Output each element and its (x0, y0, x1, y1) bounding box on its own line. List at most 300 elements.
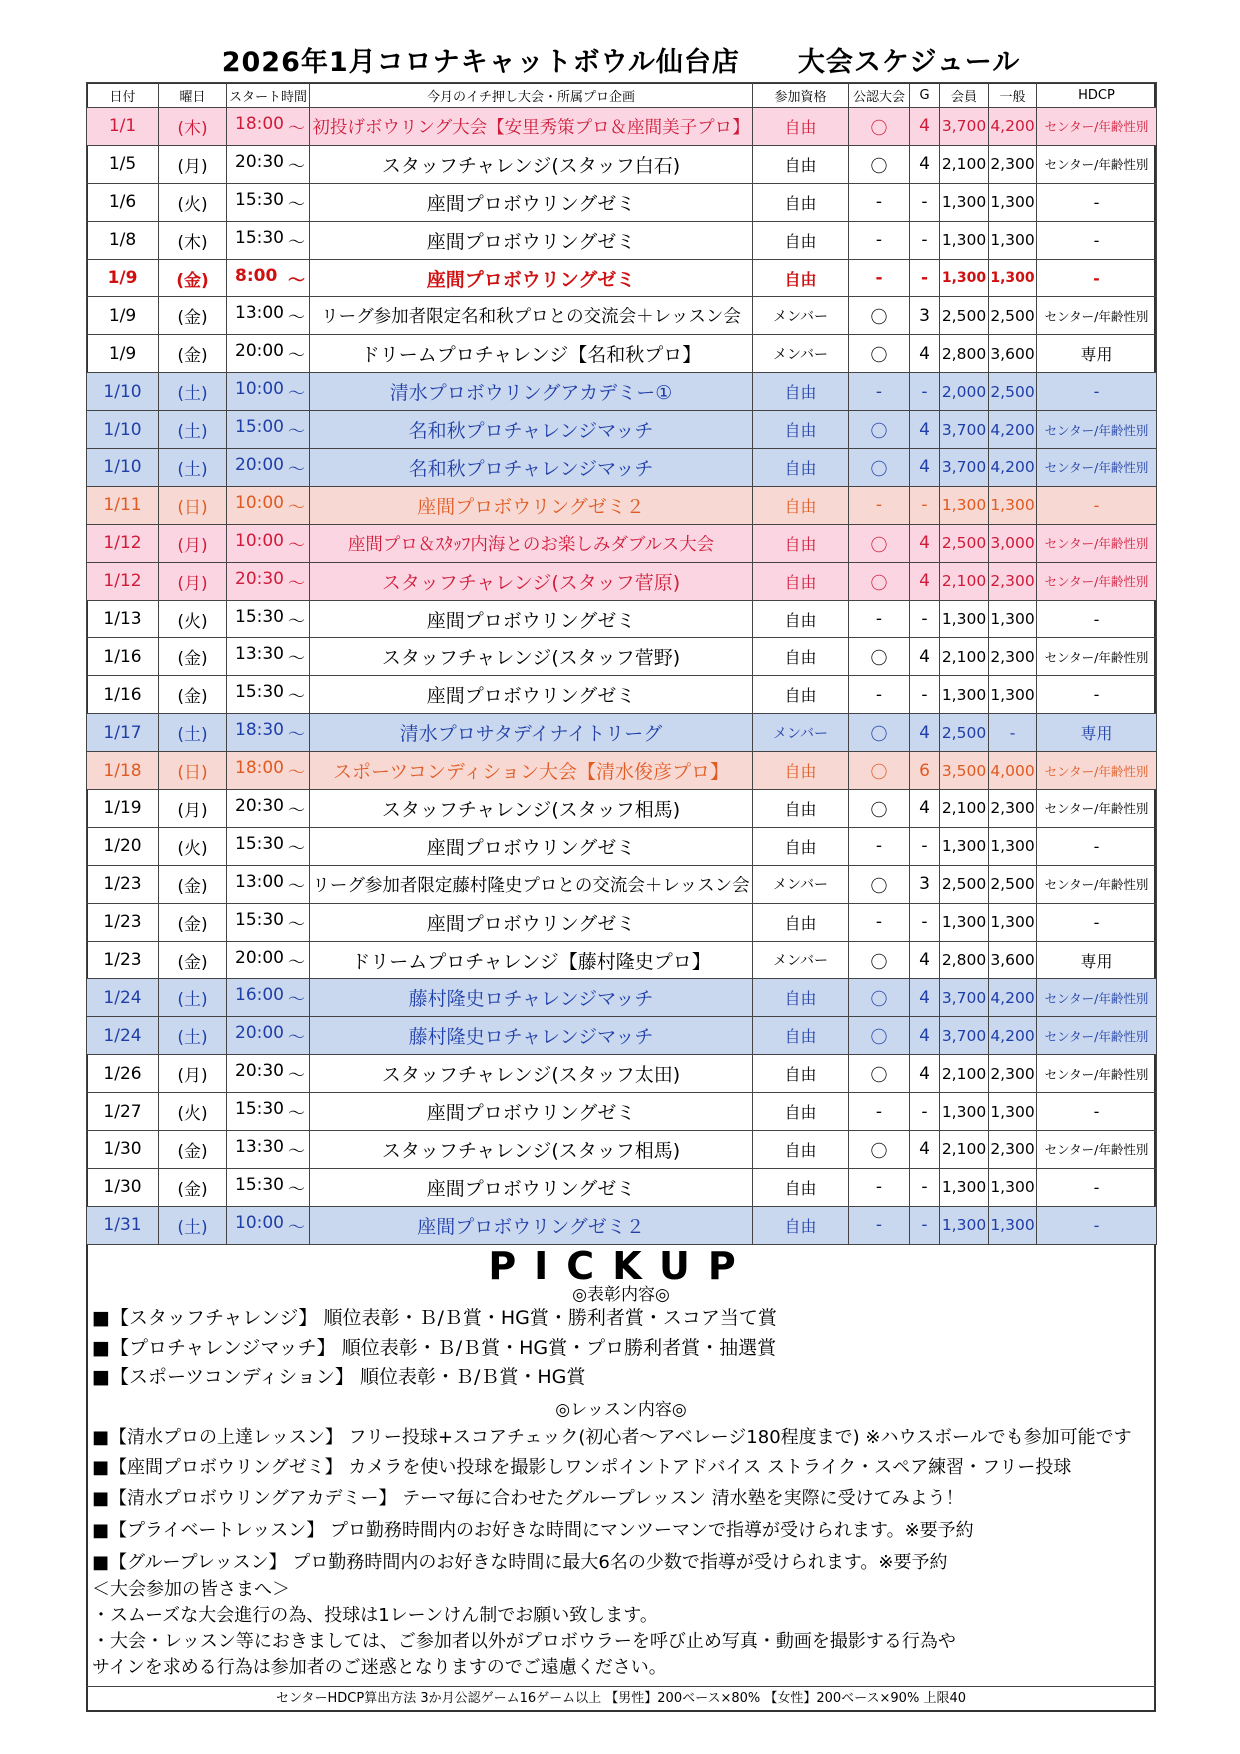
member-fee-cell: 2,500 (940, 865, 989, 903)
tilde-mark: ～ (288, 156, 305, 177)
day-cell: (金) (159, 865, 227, 903)
member-fee-cell: 2,500 (940, 297, 989, 335)
title-sub: 大会スケジュール (797, 47, 1021, 78)
general-fee-cell: 2,300 (989, 562, 1037, 600)
eligibility-cell: 自由 (753, 524, 849, 562)
official-cell: - (849, 600, 910, 638)
event-cell: 藤村隆史ロチャレンジマッチ (310, 1017, 753, 1055)
hdcp-cell: センター/年齢性別 (1037, 108, 1157, 146)
day-cell: (土) (159, 449, 227, 487)
general-fee-cell: 1,300 (989, 1206, 1037, 1244)
tilde-mark: ～ (288, 649, 305, 670)
general-fee-cell: 2,300 (989, 145, 1037, 183)
table-row (87, 373, 1157, 411)
start-time-value: 18:00 (235, 758, 284, 779)
title-main: 2026年1月コロナキャットボウル仙台店 (221, 47, 740, 78)
member-fee-cell: 2,000 (940, 373, 989, 411)
start-time-value: 15:30 (235, 1099, 284, 1120)
eligibility-cell: メンバー (753, 297, 849, 335)
general-fee-cell: - (989, 714, 1037, 752)
hdcp-cell: 専用 (1037, 941, 1157, 979)
lesson-line: ■【清水プロボウリングアカデミー】 テーマ毎に合わせたグループレッスン 清水塾を実際に受けてみよう！ (92, 1488, 964, 1509)
tilde-mark: ～ (288, 763, 305, 784)
event-cell: 座間プロボウリングゼミ (310, 1168, 753, 1206)
games-cell: 4 (910, 979, 940, 1017)
day-cell: (木) (159, 221, 227, 259)
lesson-line: ■【グループレッスン】 プロ勤務時間内のお好きな時間に最大6名の少数で指導が受けられます。※要予約 (92, 1552, 948, 1573)
tilde-mark: ～ (288, 876, 305, 897)
games-cell: - (910, 903, 940, 941)
hdcp-cell: センター/年齢性別 (1037, 1055, 1157, 1093)
start-time-cell (227, 1206, 310, 1244)
hdcp-cell: - (1037, 676, 1157, 714)
start-time-value: 15:30 (235, 1174, 284, 1195)
start-time-value: 15:00 (235, 417, 284, 438)
official-cell: 〇 (849, 297, 910, 335)
event-cell: 座間プロボウリングゼミ (310, 259, 753, 297)
general-fee-cell: 1,300 (989, 1168, 1037, 1206)
member-fee-cell: 1,300 (940, 1168, 989, 1206)
date-cell: 1/27 (87, 1093, 159, 1131)
games-cell: 4 (910, 790, 940, 828)
date-cell: 1/9 (87, 335, 159, 373)
date-cell: 1/31 (87, 1206, 159, 1244)
date-cell: 1/24 (87, 979, 159, 1017)
day-cell: (金) (159, 335, 227, 373)
table-row (87, 941, 1157, 979)
official-cell: - (849, 1168, 910, 1206)
member-fee-cell: 2,800 (940, 941, 989, 979)
date-cell: 1/18 (87, 752, 159, 790)
eligibility-cell: 自由 (753, 752, 849, 790)
award-line: ■【プロチャレンジマッチ】 順位表彰・Ｂ/Ｂ賞・HG賞・プロ勝利者賞・抽選賞 (92, 1337, 777, 1359)
hdcp-cell: - (1037, 903, 1157, 941)
day-cell: (土) (159, 714, 227, 752)
hdcp-cell: センター/年齢性別 (1037, 524, 1157, 562)
general-fee-cell: 2,500 (989, 297, 1037, 335)
eligibility-cell: 自由 (753, 373, 849, 411)
official-cell: 〇 (849, 145, 910, 183)
general-fee-cell: 2,500 (989, 373, 1037, 411)
hdcp-cell: センター/年齢性別 (1037, 562, 1157, 600)
event-cell: 名和秋プロチャレンジマッチ (310, 411, 753, 449)
date-cell: 1/24 (87, 1017, 159, 1055)
date-cell: 1/30 (87, 1168, 159, 1206)
start-time-cell (227, 865, 310, 903)
day-cell: (火) (159, 827, 227, 865)
start-time-value: 15:30 (235, 833, 284, 854)
general-fee-cell: 3,600 (989, 941, 1037, 979)
general-fee-cell: 1,300 (989, 259, 1037, 297)
date-cell: 1/16 (87, 676, 159, 714)
day-cell: (金) (159, 676, 227, 714)
date-cell: 1/5 (87, 145, 159, 183)
member-fee-cell: 3,700 (940, 411, 989, 449)
eligibility-cell: メンバー (753, 941, 849, 979)
table-header-row (87, 83, 1157, 108)
day-cell: (金) (159, 903, 227, 941)
official-cell: 〇 (849, 562, 910, 600)
event-cell: スタッフチャレンジ(スタッフ相馬) (310, 1131, 753, 1169)
official-cell: - (849, 221, 910, 259)
day-cell: (火) (159, 1093, 227, 1131)
date-cell: 1/30 (87, 1131, 159, 1169)
page-title (86, 40, 1156, 82)
header-games: G (910, 83, 940, 108)
hdcp-cell: センター/年齢性別 (1037, 297, 1157, 335)
day-cell: (木) (159, 108, 227, 146)
date-cell: 1/10 (87, 411, 159, 449)
official-cell: 〇 (849, 411, 910, 449)
start-time-value: 15:30 (235, 682, 284, 703)
tilde-mark: ～ (288, 1066, 305, 1087)
start-time-value: 18:00 (235, 113, 284, 134)
hdcp-cell: - (1037, 373, 1157, 411)
start-time-value: 15:30 (235, 227, 284, 248)
event-cell: 座間プロボウリングゼミ２ (310, 486, 753, 524)
start-time-cell (227, 259, 310, 297)
eligibility-cell: 自由 (753, 411, 849, 449)
general-fee-cell: 2,300 (989, 1131, 1037, 1169)
day-cell: (土) (159, 979, 227, 1017)
tilde-mark: ～ (288, 1028, 305, 1049)
games-cell: - (910, 183, 940, 221)
table-row (87, 1206, 1157, 1244)
tilde-mark: ～ (288, 270, 305, 291)
tilde-mark: ～ (288, 687, 305, 708)
table-row (87, 449, 1157, 487)
table-row (87, 1017, 1157, 1055)
event-cell: ドリームプロチャレンジ【名和秋プロ】 (310, 335, 753, 373)
eligibility-cell: 自由 (753, 1168, 849, 1206)
member-fee-cell: 1,300 (940, 1093, 989, 1131)
eligibility-cell: 自由 (753, 1131, 849, 1169)
table-row (87, 1055, 1157, 1093)
general-fee-cell: 2,300 (989, 790, 1037, 828)
header-hdcp: HDCP (1037, 83, 1157, 108)
header-date: 日付 (87, 83, 159, 108)
games-cell: 4 (910, 411, 940, 449)
hdcp-cell: センター/年齢性別 (1037, 449, 1157, 487)
games-cell: 3 (910, 865, 940, 903)
member-fee-cell: 1,300 (940, 903, 989, 941)
start-time-value: 13:30 (235, 644, 284, 665)
start-time-cell (227, 752, 310, 790)
date-cell: 1/6 (87, 183, 159, 221)
start-time-cell (227, 1168, 310, 1206)
date-cell: 1/13 (87, 600, 159, 638)
official-cell: - (849, 827, 910, 865)
games-cell: - (910, 486, 940, 524)
event-cell: 名和秋プロチャレンジマッチ (310, 449, 753, 487)
general-fee-cell: 4,200 (989, 1017, 1037, 1055)
day-cell: (金) (159, 1168, 227, 1206)
eligibility-cell: 自由 (753, 827, 849, 865)
table-row (87, 297, 1157, 335)
tilde-mark: ～ (288, 1179, 305, 1200)
event-cell: リーグ参加者限定藤村隆史プロとの交流会＋レッスン会 (310, 865, 753, 903)
member-fee-cell: 3,700 (940, 449, 989, 487)
start-time-cell (227, 562, 310, 600)
member-fee-cell: 1,300 (940, 486, 989, 524)
tilde-mark: ～ (288, 497, 305, 518)
hdcp-cell: 専用 (1037, 335, 1157, 373)
general-fee-cell: 2,300 (989, 638, 1037, 676)
hdcp-cell: センター/年齢性別 (1037, 865, 1157, 903)
lesson-line: ■【座間プロボウリングゼミ】 カメラを使い投球を撮影しワンポイントアドバイス ストライク・スペア練習・フリー投球 (92, 1457, 1072, 1478)
start-time-value: 13:00 (235, 871, 284, 892)
hdcp-cell: - (1037, 1168, 1157, 1206)
event-cell: 清水プロボウリングアカデミー① (310, 373, 753, 411)
eligibility-cell: メンバー (753, 335, 849, 373)
start-time-cell (227, 486, 310, 524)
date-cell: 1/10 (87, 373, 159, 411)
event-cell: 座間プロボウリングゼミ (310, 827, 753, 865)
start-time-cell (227, 183, 310, 221)
table-row (87, 562, 1157, 600)
member-fee-cell: 3,700 (940, 979, 989, 1017)
start-time-cell (227, 790, 310, 828)
date-cell: 1/9 (87, 259, 159, 297)
header-member-fee: 会員 (940, 83, 989, 108)
day-cell: (土) (159, 373, 227, 411)
hdcp-cell: センター/年齢性別 (1037, 752, 1157, 790)
event-cell: 座間プロボウリングゼミ (310, 221, 753, 259)
day-cell: (火) (159, 183, 227, 221)
official-cell: 〇 (849, 865, 910, 903)
general-fee-cell: 4,200 (989, 449, 1037, 487)
lesson-heading: ◎レッスン内容◎ (555, 1400, 687, 1420)
tilde-mark: ～ (288, 914, 305, 935)
eligibility-cell: 自由 (753, 638, 849, 676)
day-cell: (月) (159, 790, 227, 828)
hdcp-footer: センターHDCP算出方法 3か月公認ゲーム16ゲーム以上 【男性】200ベース×80% 【女性】200ベース×90% 上限40 (86, 1686, 1156, 1712)
hdcp-cell: センター/年齢性別 (1037, 1017, 1157, 1055)
hdcp-cell: センター/年齢性別 (1037, 790, 1157, 828)
start-time-value: 20:00 (235, 341, 284, 362)
official-cell: - (849, 486, 910, 524)
table-row (87, 865, 1157, 903)
general-fee-cell: 1,300 (989, 676, 1037, 714)
official-cell: 〇 (849, 638, 910, 676)
eligibility-cell: 自由 (753, 259, 849, 297)
general-fee-cell: 4,200 (989, 979, 1037, 1017)
hdcp-cell: センター/年齢性別 (1037, 979, 1157, 1017)
member-fee-cell: 2,500 (940, 714, 989, 752)
date-cell: 1/26 (87, 1055, 159, 1093)
eligibility-cell: 自由 (753, 903, 849, 941)
schedule-body (87, 108, 1157, 1245)
pickup-title: PICKUP (488, 1244, 754, 1288)
event-cell: 藤村隆史ロチャレンジマッチ (310, 979, 753, 1017)
games-cell: 4 (910, 1055, 940, 1093)
eligibility-cell: 自由 (753, 1017, 849, 1055)
day-cell: (土) (159, 411, 227, 449)
eligibility-cell: メンバー (753, 714, 849, 752)
table-row (87, 600, 1157, 638)
table-row (87, 903, 1157, 941)
tilde-mark: ～ (288, 611, 305, 632)
event-cell: 座間プロボウリングゼミ２ (310, 1206, 753, 1244)
tilde-mark: ～ (288, 725, 305, 746)
date-cell: 1/10 (87, 449, 159, 487)
games-cell: - (910, 259, 940, 297)
header-event: 今月のイチ押し大会・所属プロ企画 (310, 83, 753, 108)
games-cell: 4 (910, 941, 940, 979)
start-time-value: 15:30 (235, 909, 284, 930)
start-time-value: 8:00 (235, 265, 278, 286)
member-fee-cell: 1,300 (940, 259, 989, 297)
games-cell: 4 (910, 449, 940, 487)
tilde-mark: ～ (288, 459, 305, 480)
official-cell: 〇 (849, 941, 910, 979)
table-row (87, 524, 1157, 562)
table-row (87, 1168, 1157, 1206)
table-row (87, 183, 1157, 221)
start-time-cell (227, 524, 310, 562)
games-cell: - (910, 221, 940, 259)
eligibility-cell: 自由 (753, 449, 849, 487)
event-cell: リーグ参加者限定名和秋プロとの交流会＋レッスン会 (310, 297, 753, 335)
header-eligibility: 参加資格 (753, 83, 849, 108)
start-time-value: 15:30 (235, 189, 284, 210)
general-fee-cell: 1,300 (989, 827, 1037, 865)
tilde-mark: ～ (288, 232, 305, 253)
date-cell: 1/17 (87, 714, 159, 752)
start-time-cell (227, 903, 310, 941)
games-cell: - (910, 373, 940, 411)
event-cell: 座間プロボウリングゼミ (310, 183, 753, 221)
general-fee-cell: 2,500 (989, 865, 1037, 903)
hdcp-cell: - (1037, 827, 1157, 865)
games-cell: 4 (910, 1017, 940, 1055)
table-row (87, 638, 1157, 676)
official-cell: 〇 (849, 524, 910, 562)
games-cell: 4 (910, 108, 940, 146)
table-row (87, 827, 1157, 865)
general-fee-cell: 1,300 (989, 1093, 1037, 1131)
table-row (87, 790, 1157, 828)
start-time-cell (227, 1055, 310, 1093)
start-time-value: 20:00 (235, 454, 284, 475)
general-fee-cell: 1,300 (989, 221, 1037, 259)
eligibility-cell: 自由 (753, 1093, 849, 1131)
eligibility-cell: 自由 (753, 979, 849, 1017)
start-time-cell (227, 335, 310, 373)
games-cell: - (910, 1206, 940, 1244)
lesson-line: ■【清水プロの上達レッスン】 フリー投球+スコアチェック(初心者～アベレージ180程度まで) ※ハウスボールでも参加可能です (92, 1427, 1132, 1448)
official-cell: - (849, 676, 910, 714)
tilde-mark: ～ (288, 194, 305, 215)
general-fee-cell: 3,000 (989, 524, 1037, 562)
day-cell: (火) (159, 600, 227, 638)
start-time-cell (227, 411, 310, 449)
tilde-mark: ～ (288, 308, 305, 329)
table-row (87, 1093, 1157, 1131)
tilde-mark: ～ (288, 838, 305, 859)
official-cell: 〇 (849, 752, 910, 790)
date-cell: 1/20 (87, 827, 159, 865)
date-cell: 1/19 (87, 790, 159, 828)
table-row (87, 676, 1157, 714)
official-cell: 〇 (849, 335, 910, 373)
official-cell: - (849, 1206, 910, 1244)
table-row (87, 979, 1157, 1017)
tilde-mark: ～ (288, 800, 305, 821)
tilde-mark: ～ (288, 118, 305, 139)
table-row (87, 714, 1157, 752)
day-cell: (月) (159, 145, 227, 183)
eligibility-cell: 自由 (753, 145, 849, 183)
member-fee-cell: 1,300 (940, 827, 989, 865)
eligibility-cell: 自由 (753, 183, 849, 221)
event-cell: スタッフチャレンジ(スタッフ白石) (310, 145, 753, 183)
date-cell: 1/9 (87, 297, 159, 335)
event-cell: スタッフチャレンジ(スタッフ菅原) (310, 562, 753, 600)
lesson-line: ■【プライベートレッスン】 プロ勤務時間内のお好きな時間にマンツーマンで指導が受けられます。※要予約 (92, 1520, 974, 1541)
tilde-mark: ～ (288, 1141, 305, 1162)
start-time-value: 16:00 (235, 985, 284, 1006)
day-cell: (金) (159, 297, 227, 335)
official-cell: - (849, 1093, 910, 1131)
hdcp-cell: センター/年齢性別 (1037, 638, 1157, 676)
event-cell: 座間プロボウリングゼミ (310, 1093, 753, 1131)
day-cell: (日) (159, 486, 227, 524)
day-cell: (月) (159, 1055, 227, 1093)
hdcp-cell: - (1037, 259, 1157, 297)
event-cell: 座間プロ＆ｽﾀｯﾌ内海とのお楽しみダブルス大会 (310, 524, 753, 562)
day-cell: (金) (159, 1131, 227, 1169)
games-cell: 4 (910, 145, 940, 183)
start-time-cell (227, 676, 310, 714)
games-cell: - (910, 827, 940, 865)
member-fee-cell: 3,700 (940, 1017, 989, 1055)
start-time-cell (227, 600, 310, 638)
start-time-value: 13:30 (235, 1136, 284, 1157)
event-cell: 座間プロボウリングゼミ (310, 903, 753, 941)
member-fee-cell: 2,500 (940, 524, 989, 562)
date-cell: 1/23 (87, 903, 159, 941)
start-time-value: 15:30 (235, 606, 284, 627)
start-time-value: 10:00 (235, 492, 284, 513)
day-cell: (土) (159, 1206, 227, 1244)
eligibility-cell: 自由 (753, 1055, 849, 1093)
event-cell: 清水プロサタデイナイトリーグ (310, 714, 753, 752)
official-cell: 〇 (849, 1131, 910, 1169)
official-cell: - (849, 373, 910, 411)
start-time-cell (227, 373, 310, 411)
eligibility-cell: 自由 (753, 221, 849, 259)
games-cell: 6 (910, 752, 940, 790)
general-fee-cell: 3,600 (989, 335, 1037, 373)
date-cell: 1/11 (87, 486, 159, 524)
event-cell: スタッフチャレンジ(スタッフ相馬) (310, 790, 753, 828)
date-cell: 1/16 (87, 638, 159, 676)
date-cell: 1/12 (87, 562, 159, 600)
member-fee-cell: 2,100 (940, 1131, 989, 1169)
tilde-mark: ～ (288, 346, 305, 367)
member-fee-cell: 2,100 (940, 145, 989, 183)
header-official: 公認大会 (849, 83, 910, 108)
tilde-mark: ～ (288, 952, 305, 973)
games-cell: - (910, 1093, 940, 1131)
member-fee-cell: 1,300 (940, 1206, 989, 1244)
table-row (87, 221, 1157, 259)
day-cell: (土) (159, 1017, 227, 1055)
general-fee-cell: 1,300 (989, 903, 1037, 941)
member-fee-cell: 3,500 (940, 752, 989, 790)
start-time-cell (227, 108, 310, 146)
